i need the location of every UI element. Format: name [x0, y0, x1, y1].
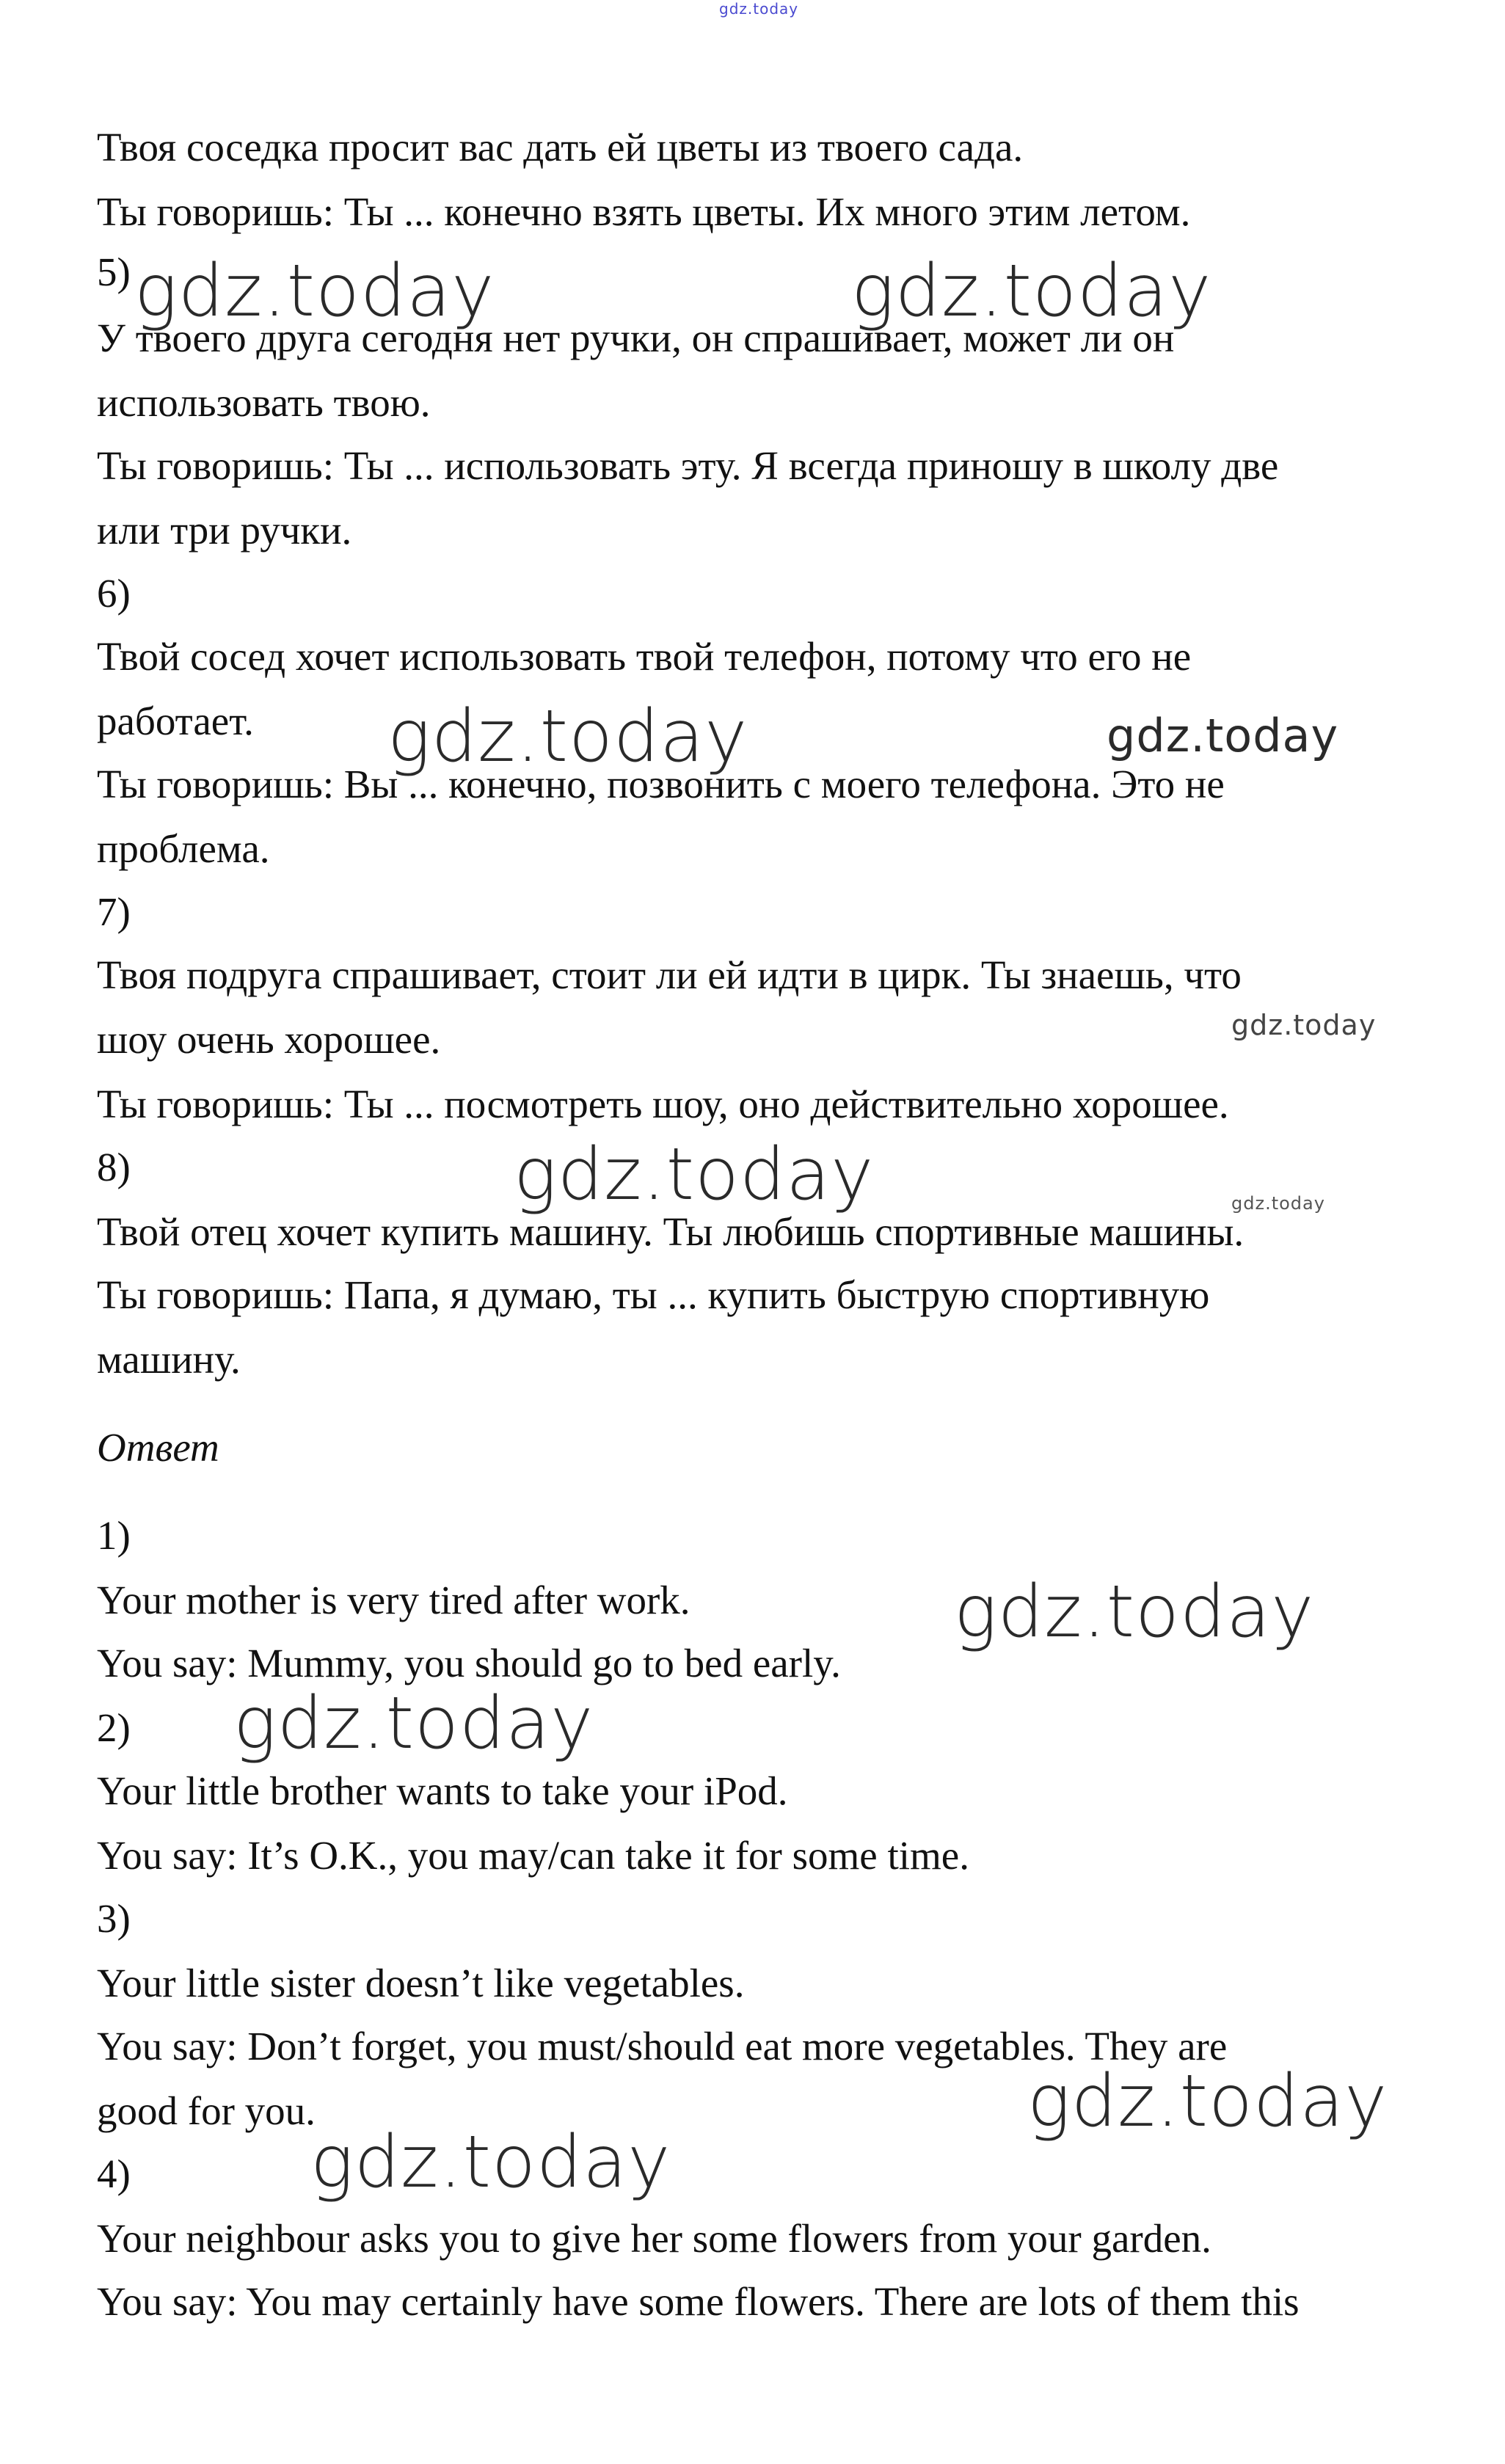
text-line: У твоего друга сегодня нет ручки, он спрашивает, может ли он: [97, 316, 1175, 360]
text-line: You say: You may certainly have some flowers. There are lots of them this: [97, 2279, 1300, 2324]
text-line: Твой сосед хочет использовать твой телефон, потому что его не: [97, 634, 1192, 679]
watermark: gdz.today: [1107, 709, 1339, 762]
watermark: gdz.today: [233, 1682, 594, 1765]
text-line: Твоя соседка просит вас дать ей цветы из твоего сада.: [97, 125, 1024, 170]
text-line: Твой отец хочет купить машину. Ты любишь спортивные машины.: [97, 1209, 1245, 1254]
item-number: 1): [97, 1513, 131, 1558]
item-number: 8): [97, 1145, 131, 1189]
item-number: 5): [97, 249, 131, 294]
watermark: gdz.today: [1231, 1193, 1325, 1214]
item-number: 6): [97, 571, 131, 616]
item-number: 4): [97, 2151, 131, 2196]
watermark: gdz.today: [310, 2121, 671, 2204]
watermark: gdz.today: [1027, 2060, 1388, 2143]
text-line: Ты говоришь: Ты ... использовать эту. Я всегда приношу в школу две: [97, 443, 1279, 488]
text-line: шоу очень хорошее.: [97, 1017, 441, 1062]
watermark: gdz.today: [514, 1133, 875, 1217]
text-line: good for you.: [97, 2088, 316, 2133]
item-number: 7): [97, 889, 131, 934]
watermark: gdz.today: [719, 0, 799, 18]
watermark: gdz.today: [387, 695, 748, 779]
text-line: Your mother is very tired after work.: [97, 1578, 690, 1622]
text-line: машину.: [97, 1337, 241, 1382]
text-line: Ты говоришь: Вы ... конечно, позвонить с моего телефона. Это не: [97, 762, 1225, 806]
item-number: 2): [97, 1705, 131, 1750]
text-line: работает.: [97, 699, 254, 743]
text-line: проблема.: [97, 826, 270, 871]
text-line: You say: Mummy, you should go to bed early.: [97, 1641, 841, 1685]
text-line: Ты говоришь: Папа, я думаю, ты ... купить быструю спортивную: [97, 1272, 1210, 1317]
watermark: gdz.today: [954, 1570, 1315, 1654]
text-line: Твоя подруга спрашивает, стоит ли ей идти в цирк. Ты знаешь, что: [97, 952, 1242, 997]
text-line: Ты говоришь: Ты ... посмотреть шоу, оно действительно хорошее.: [97, 1082, 1229, 1126]
text-line: Your little sister doesn’t like vegetables.: [97, 1961, 745, 2005]
watermark: gdz.today: [851, 249, 1212, 333]
watermark: gdz.today: [1231, 1009, 1377, 1041]
text-line: You say: Don’t forget, you must/should eat more vegetables. They are: [97, 2024, 1228, 2068]
text-line: или три ручки.: [97, 508, 352, 553]
item-number: 3): [97, 1896, 131, 1941]
text-line: Your neighbour asks you to give her some flowers from your garden.: [97, 2216, 1211, 2261]
watermark: gdz.today: [134, 249, 495, 333]
answer-heading: Ответ: [97, 1425, 219, 1470]
text-line: You say: It’s O.K., you may/can take it for some time.: [97, 1833, 969, 1878]
text-line: использовать твою.: [97, 380, 431, 425]
text-line: Your little brother wants to take your iPod.: [97, 1768, 788, 1813]
text-line: Ты говоришь: Ты ... конечно взять цветы. Их много этим летом.: [97, 189, 1191, 234]
